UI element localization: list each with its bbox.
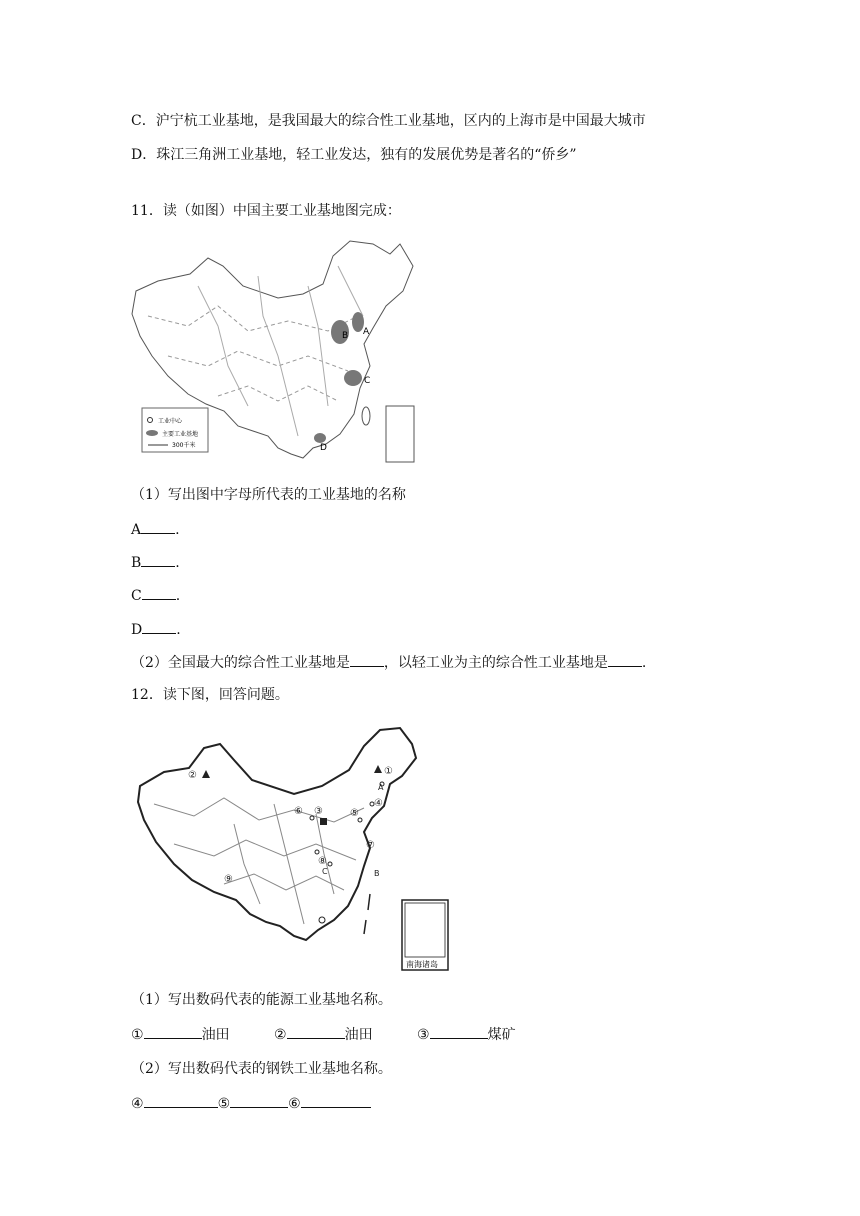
answer-line-b xyxy=(131,552,180,573)
answer-blank[interactable] xyxy=(144,1093,218,1108)
answer-blank[interactable] xyxy=(350,652,384,667)
answer-prefix: A xyxy=(131,522,142,538)
inset-label-south-china-sea-islands: 南海诸岛 xyxy=(406,960,438,969)
energy-item-2 xyxy=(274,1027,373,1043)
answer-blank[interactable] xyxy=(141,552,175,567)
question-11-part-1: （1）写出图中字母所代表的工业基地的名称 xyxy=(131,487,406,503)
map-letter-c: C xyxy=(322,867,328,876)
energy-number: ③ xyxy=(417,1027,430,1043)
answer-suffix: . xyxy=(175,522,180,538)
china-energy-steel-map xyxy=(134,724,452,974)
answer-suffix: . xyxy=(175,588,181,604)
energy-item-1 xyxy=(131,1027,230,1043)
question-12-part-1: （1）写出数码代表的能源工业基地名称。 xyxy=(131,992,392,1008)
energy-number: ① xyxy=(131,1027,144,1043)
part-2-text-c: . xyxy=(641,655,647,671)
steel-number: ⑤ xyxy=(217,1096,231,1112)
map-label-a: A xyxy=(363,327,370,337)
energy-suffix: 油田 xyxy=(344,1027,373,1043)
energy-base-answers xyxy=(131,1024,516,1045)
map-label-b: B xyxy=(342,331,349,341)
energy-suffix: 煤矿 xyxy=(487,1027,516,1043)
steel-number: ⑥ xyxy=(288,1096,301,1112)
map-number-1: ① xyxy=(384,766,393,777)
answer-suffix: . xyxy=(175,555,180,571)
answer-line-a xyxy=(131,519,180,540)
map-letter-a: A xyxy=(378,783,384,792)
energy-item-3 xyxy=(417,1027,516,1043)
answer-prefix: C xyxy=(131,588,142,604)
answer-blank[interactable] xyxy=(608,652,642,667)
answer-line-d xyxy=(131,619,181,640)
part-2-text-b: ，以轻工业为主的综合性工业基地是 xyxy=(383,655,608,671)
map-number-7: ⑦ xyxy=(366,840,375,851)
map-number-9: ⑨ xyxy=(224,874,233,885)
map-label-c: C xyxy=(364,376,371,386)
legend-industrial-center: 工业中心 xyxy=(158,418,183,425)
part-2-text-a: （2）全国最大的综合性工业基地是 xyxy=(131,655,350,671)
steel-base-answers xyxy=(131,1093,371,1114)
map-number-5: ⑤ xyxy=(350,808,359,819)
question-11-title: 11．读（如图）中国主要工业基地图完成： xyxy=(131,203,401,219)
map-number-4: ④ xyxy=(374,798,383,809)
question-12-title: 12．读下图，回答问题。 xyxy=(131,687,289,703)
question-11-part-2 xyxy=(131,652,646,673)
map-label-d: D xyxy=(320,443,327,453)
map-number-2: ② xyxy=(188,770,197,781)
map-number-3: ③ xyxy=(314,806,323,817)
option-d: D．珠江三角洲工业基地，轻工业发达，独有的发展优势是著名的“侨乡” xyxy=(131,147,577,163)
map-number-8: ⑧ xyxy=(318,856,327,867)
answer-blank[interactable] xyxy=(230,1093,288,1108)
map-legend xyxy=(142,408,208,452)
steel-number: ④ xyxy=(131,1096,144,1112)
china-industrial-base-map xyxy=(128,236,420,468)
answer-blank[interactable] xyxy=(430,1024,488,1039)
answer-prefix: D xyxy=(131,622,143,638)
answer-blank[interactable] xyxy=(287,1024,345,1039)
energy-number: ② xyxy=(274,1027,287,1043)
answer-blank[interactable] xyxy=(142,619,176,634)
answer-blank[interactable] xyxy=(142,585,176,600)
answer-prefix: B xyxy=(131,555,142,571)
legend-industrial-base: 主要工业基地 xyxy=(162,431,199,438)
answer-line-c xyxy=(131,585,180,606)
answer-blank[interactable] xyxy=(144,1024,202,1039)
answer-blank[interactable] xyxy=(301,1093,371,1108)
map-letter-b: B xyxy=(374,869,380,878)
option-c: C．沪宁杭工业基地，是我国最大的综合性工业基地，区内的上海市是中国最大城市 xyxy=(131,113,646,129)
answer-suffix: . xyxy=(176,622,181,638)
question-12-part-2: （2）写出数码代表的钢铁工业基地名称。 xyxy=(131,1061,392,1077)
legend-scale: 300千米 xyxy=(172,442,196,449)
answer-blank[interactable] xyxy=(141,519,175,534)
map-number-6: ⑥ xyxy=(294,806,303,817)
energy-suffix: 油田 xyxy=(201,1027,230,1043)
